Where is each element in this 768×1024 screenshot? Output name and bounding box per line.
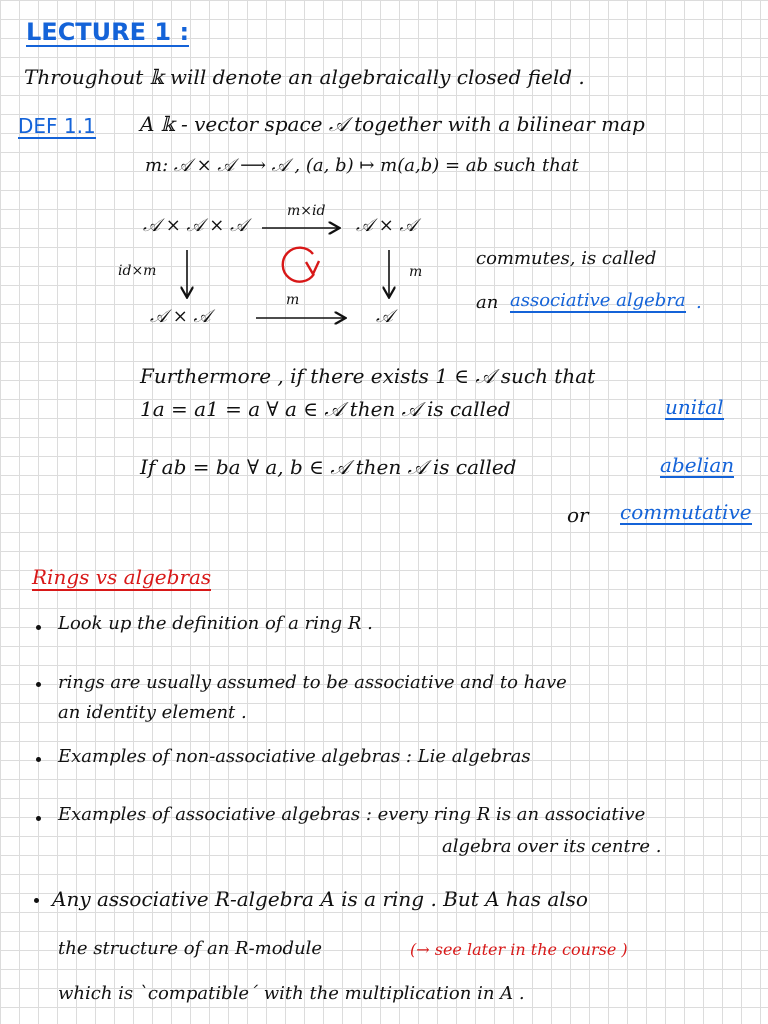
bullet-4-line-1: Examples of associative algebras : every ring R is an associative bbox=[58, 804, 646, 825]
term-commutative: commutative bbox=[620, 500, 752, 524]
top-arrow-label: m×id bbox=[287, 203, 326, 219]
term-unital: unital bbox=[665, 395, 724, 419]
period: . bbox=[696, 292, 702, 313]
bullet-2-line-2: an identity element . bbox=[58, 702, 247, 723]
bullet-2-line-1: rings are usually assumed to be associative and to have bbox=[58, 672, 567, 693]
an-text: an bbox=[476, 292, 499, 313]
intro-sentence: Throughout 𝕜 will denote an algebraically closed field . bbox=[24, 65, 585, 89]
commutes-text: commutes, is called bbox=[476, 248, 657, 269]
right-arrow-label: m bbox=[409, 264, 423, 280]
bottom-arrow-label: m bbox=[286, 292, 300, 308]
diagram-bottom-left: 𝒜 × 𝒜 bbox=[150, 306, 211, 327]
abelian-line: If ab = ba ∀ a, b ∈ 𝒜 then 𝒜 is called bbox=[140, 455, 517, 479]
bullet-3-text: Examples of non-associative algebras : Lie algebras bbox=[58, 746, 531, 767]
diagram-top-left: 𝒜 × 𝒜 × 𝒜 bbox=[143, 215, 248, 236]
rings-vs-algebras-heading: Rings vs algebras bbox=[32, 565, 212, 589]
or-text: or bbox=[567, 503, 589, 527]
bullet-5-line-1: Any associative R-algebra A is a ring . But A has also bbox=[52, 887, 588, 911]
bullet-5-line-2: the structure of an R-module bbox=[58, 938, 323, 959]
left-arrow-label: id×m bbox=[118, 263, 157, 279]
bullet-dot-5 bbox=[34, 898, 39, 903]
lecture-title: LECTURE 1 : bbox=[26, 18, 190, 46]
bullet-dot-1 bbox=[36, 625, 41, 630]
term-associative-algebra: associative algebra bbox=[510, 290, 686, 311]
definition-line-1: A 𝕜 - vector space 𝒜 together with a bilinear map bbox=[140, 112, 645, 136]
bullet-1-text: Look up the definition of a ring R . bbox=[58, 613, 373, 634]
definition-line-2: m: 𝒜 × 𝒜 ⟶ 𝒜 , (a, b) ↦ m(a,b) = ab such that bbox=[145, 155, 579, 176]
bullet-5-line-3: which is `compatible´ with the multiplication in A . bbox=[58, 983, 525, 1004]
see-later-note: (→ see later in the course ) bbox=[410, 940, 628, 959]
furthermore-line-1: Furthermore , if there exists 1 ∈ 𝒜 such that bbox=[140, 364, 596, 388]
definition-label: DEF 1.1 bbox=[18, 114, 96, 138]
term-abelian: abelian bbox=[660, 453, 735, 477]
bullet-dot-2 bbox=[36, 682, 41, 687]
diagram-bottom-right: 𝒜 bbox=[376, 306, 394, 327]
diagram-top-right: 𝒜 × 𝒜 bbox=[356, 215, 417, 236]
bullet-dot-4 bbox=[36, 816, 41, 821]
bullet-dot-3 bbox=[36, 757, 41, 762]
furthermore-line-2: 1a = a1 = a ∀ a ∈ 𝒜 then 𝒜 is called bbox=[140, 397, 511, 421]
bullet-4-line-2: algebra over its centre . bbox=[442, 836, 662, 857]
commutes-circle-icon bbox=[283, 248, 319, 282]
